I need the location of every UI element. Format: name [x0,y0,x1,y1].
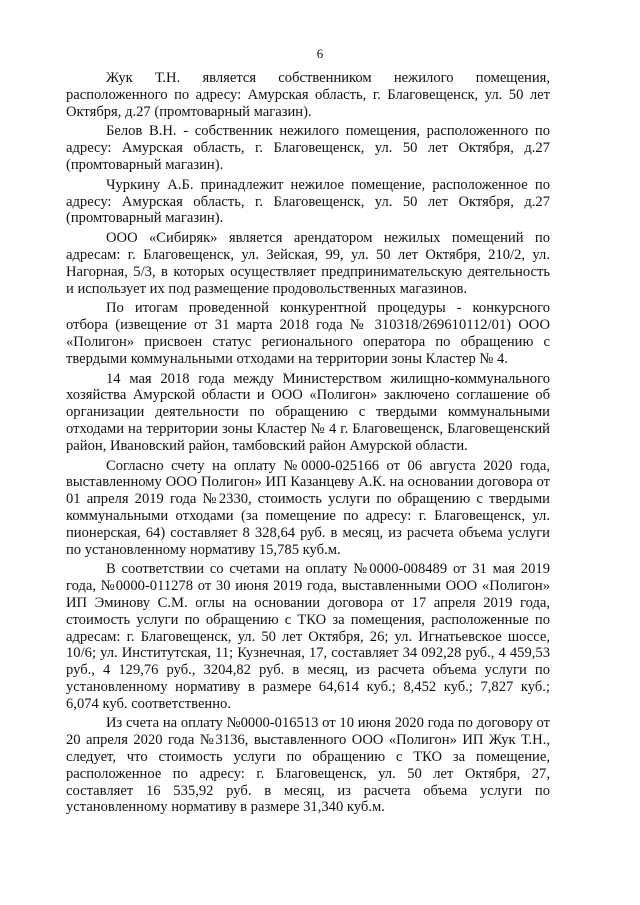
paragraph: 14 мая 2018 года между Министерством жилищно-коммунального хозяйства Амурской области и ООО «Полигон» заключено соглашение об организации деятельности по обращению с твердыми коммунальными отходами на территории зоны Кластер № 4 г. Благовещенск, Благовещенский район, Ивановский район, тамбовский район Амурской области. [66,370,550,454]
paragraph: По итогам проведенной конкурентной процедуры - конкурсного отбора (извещение от 31 марта 2018 года № 310318/269610112/01) ООО «Полигон» присвоен статус регионального оператора по обращению с твердыми коммунальными отходами на территории зоны Кластер № 4. [66,300,550,367]
document-body [66,70,550,819]
paragraph: Из счета на оплату №0000-016513 от 10 июня 2020 года по договору от 20 апреля 2020 года №3136, выставленного ООО «Полигон» ИП Жук Т.Н., следует, что стоимость услуги по обращению с ТКО за помещение, расположенное по адресу: г. Благовещенск, ул. 50 лет Октября, 27, составляет 16 535,92 руб. в месяц, из расчета объема услуги по установленному нормативу в размере 31,340 куб.м. [66,715,550,816]
paragraph: Жук Т.Н. является собственником нежилого помещения, расположенного по адресу: Амурская область, г. Благовещенск, ул. 50 лет Октября, д.27 (промтоварный магазин). [66,70,550,120]
paragraph: Чуркину А.Б. принадлежит нежилое помещение, расположенное по адресу: Амурская область, г. Благовещенск, ул. 50 лет Октября, д.27 (промтоварный магазин). [66,176,550,227]
paragraph: В соответствии со счетами на оплату №0000-008489 от 31 мая 2019 года, №0000-011278 от 30 июня 2019 года, выставленными ООО «Полигон» ИП Эминову С.М. оглы на основании договора от 17 апреля 2019 года, стоимость услуги по обращению с ТКО за помещения, расположенные по адресам: г. Благовещенск, ул. 50 лет Октября, 26; ул. Игнатьевское шоссе, 10/6; ул. Институтская, 11; Кузнечная, 17, составляет 34 092,28 руб., 4 459,53 руб., 4 129,76 руб., 3204,82 руб. в месяц, из расчета объема услуги по установленному нормативу в размере 64,614 куб.; 8,452 куб.; 7,827 куб.; 6,074 куб. соответственно. [66,561,550,712]
paragraph: ООО «Сибиряк» является арендатором нежилых помещений по адресам: г. Благовещенск, ул. Зейская, 99, ул. 50 лет Октября, 210/2, ул. Нагорная, 5/3, в которых осуществляет предпринимательскую деятельность и использует их под размещение продовольственных магазинов. [66,230,550,297]
page-number: 6 [316,46,324,61]
paragraph: Согласно счету на оплату №0000-025166 от 06 августа 2020 года, выставленному ООО Полигон» ИП Казанцеву А.К. на основании договора от 01 апреля 2019 года №2330, стоимость услуги по обращению с твердыми коммунальными отходами (за помещение по адресу: г. Благовещенск, ул. пионерская, 64) составляет 8 328,64 руб. в месяц, из расчета объема услуги по установленному нормативу 15,785 куб.м. [66,457,550,558]
paragraph: Белов В.Н. - собственник нежилого помещения, расположенного по адресу: Амурская область, г. Благовещенск, ул. 50 лет Октября, д.27 (промтоварный магазин). [66,123,550,173]
